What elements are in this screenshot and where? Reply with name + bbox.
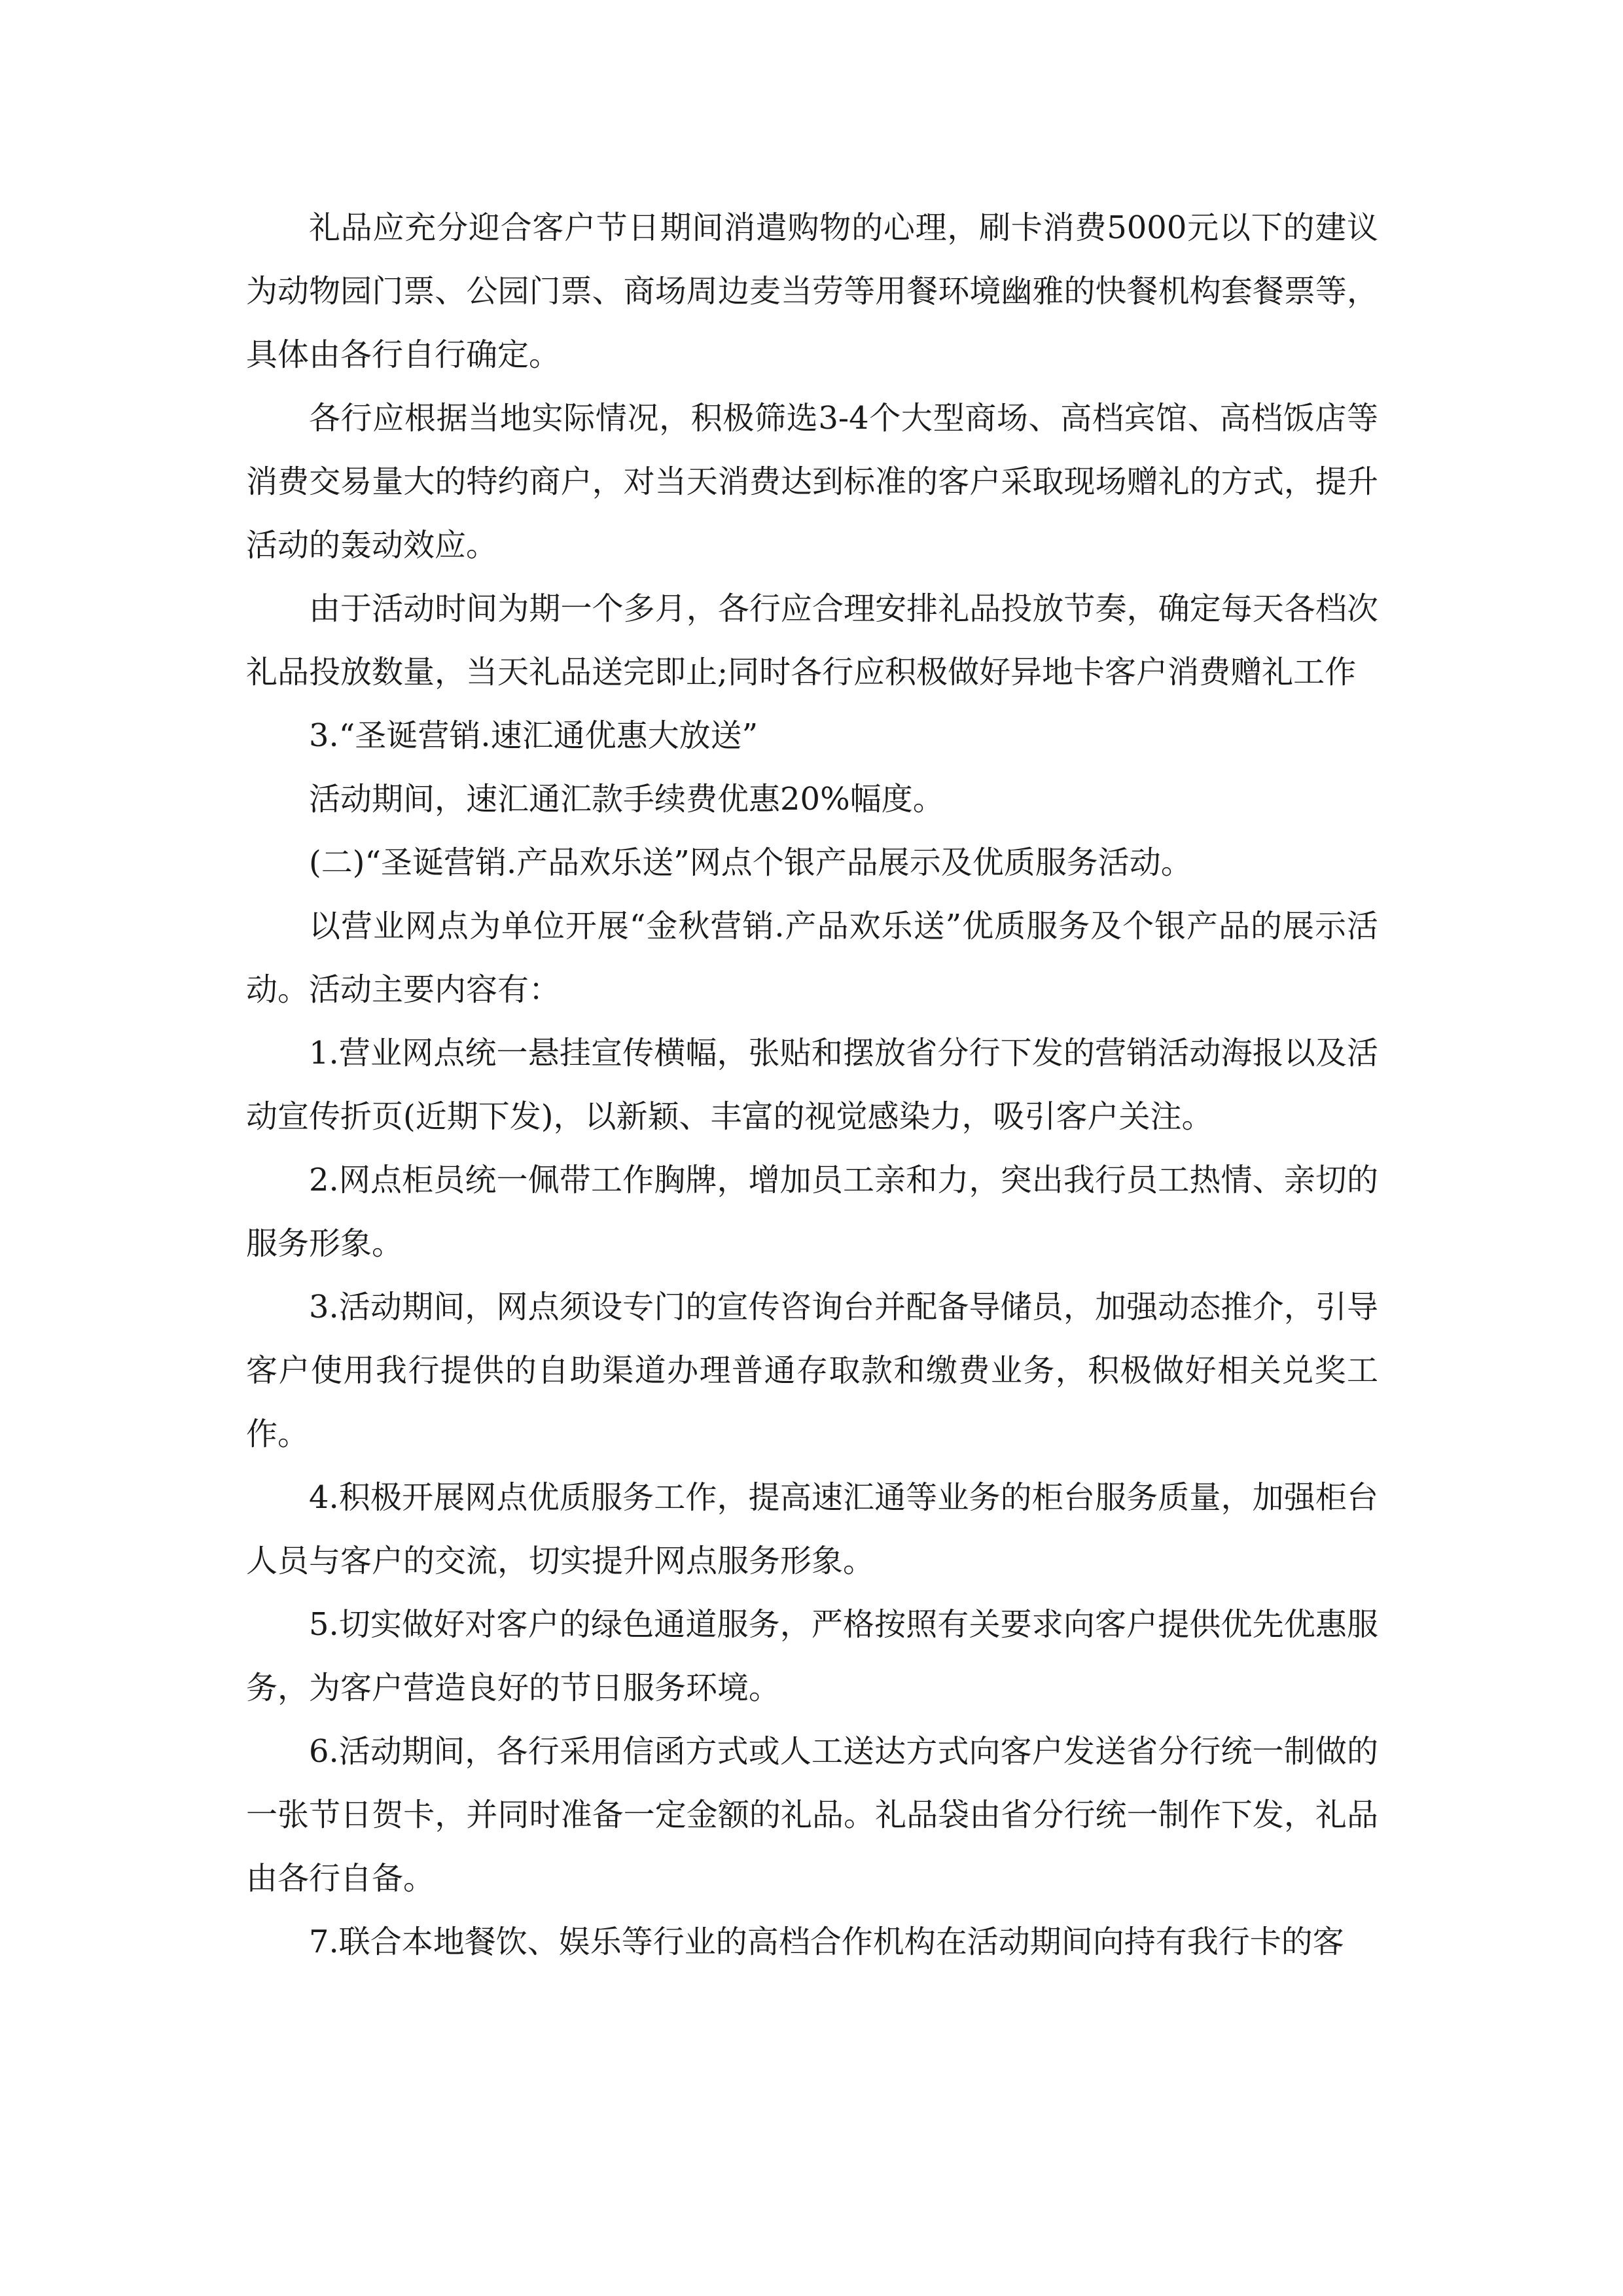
paragraph-gift-schedule: 由于活动时间为期一个多月，各行应合理安排礼品投放节奏，确定每天各档次礼品投放数量，当天礼品送完即止;同时各行应积极做好异地卡客户消费赠礼工作 <box>246 590 1378 691</box>
paragraph-section-3-heading: 3.“圣诞营销.速汇通优惠大放送” <box>309 717 758 754</box>
paragraph-item-3: 3.活动期间，网点须设专门的宣传咨询台并配备导储员，加强动态推介，引导客户使用我行提供的自助渠道办理普通存取款和缴费业务，积极做好相关兑奖工作。 <box>246 1289 1378 1452</box>
paragraph-item-1: 1.营业网点统一悬挂宣传横幅，张贴和摆放省分行下发的营销活动海报以及活动宣传折页(近期下发)，以新颖、丰富的视觉感染力，吸引客户关注。 <box>246 1035 1378 1135</box>
paragraph-fee-discount: 活动期间，速汇通汇款手续费优惠20%幅度。 <box>309 781 944 817</box>
paragraph-item-4: 4.积极开展网点优质服务工作，提高速汇通等业务的柜台服务质量，加强柜台人员与客户的交流，切实提升网点服务形象。 <box>246 1479 1378 1579</box>
paragraph-item-2: 2.网点柜员统一佩带工作胸牌，增加员工亲和力，突出我行员工热情、亲切的服务形象。 <box>246 1162 1378 1262</box>
paragraph-gift-suggestion: 礼品应充分迎合客户节日期间消遣购物的心理，刷卡消费5000元以下的建议为动物园门票、公园门票、商场周边麦当劳等用餐环境幽雅的快餐机构套餐票等，具体由各行自行确定。 <box>246 209 1378 373</box>
paragraph-item-5: 5.切实做好对客户的绿色通道服务，严格按照有关要求向客户提供优先优惠服务，为客户营造良好的节日服务环境。 <box>246 1606 1378 1706</box>
paragraph-merchant-selection: 各行应根据当地实际情况，积极筛选3-4个大型商场、高档宾馆、高档饭店等消费交易量大的特约商户，对当天消费达到标准的客户采取现场赠礼的方式，提升活动的轰动效应。 <box>246 400 1378 564</box>
paragraph-section-2-heading: (二)“圣诞营销.产品欢乐送”网点个银产品展示及优质服务活动。 <box>309 844 1192 881</box>
paragraph-activity-intro: 以营业网点为单位开展“金秋营销.产品欢乐送”优质服务及个银产品的展示活动。活动主要内容有： <box>246 908 1378 1008</box>
document-body <box>246 196 1378 1974</box>
paragraph-item-6: 6.活动期间，各行采用信函方式或人工送达方式向客户发送省分行统一制做的一张节日贺卡，并同时准备一定金额的礼品。礼品袋由省分行统一制作下发，礼品由各行自备。 <box>246 1733 1378 1897</box>
paragraph-item-7: 7.联合本地餐饮、娱乐等行业的高档合作机构在活动期间向持有我行卡的客 <box>309 1924 1344 1960</box>
